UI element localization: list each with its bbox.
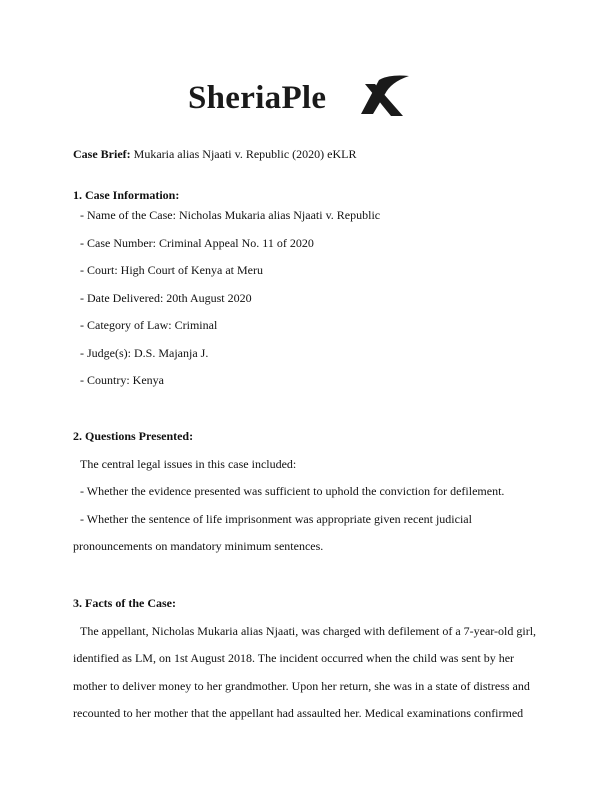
info-item: - Country: Kenya (80, 373, 164, 387)
info-item: - Category of Law: Criminal (80, 318, 218, 332)
logo-text: SheriaPle (188, 80, 327, 116)
info-item: - Court: High Court of Kenya at Meru (80, 263, 263, 277)
sheriaplex-logo (188, 74, 418, 120)
info-item: - Case Number: Criminal Appeal No. 11 of 2020 (80, 236, 314, 250)
case-brief-title (73, 147, 356, 161)
questions-intro: The central legal issues in this case included: (80, 457, 297, 471)
facts-paragraph-line: recounted to her mother that the appellant had assaulted her. Medical examinations confirmed (73, 706, 524, 720)
facts-paragraph-line: The appellant, Nicholas Mukaria alias Njaati, was charged with defilement of a 7-year-old girl, (80, 624, 537, 638)
info-item: - Name of the Case: Nicholas Mukaria alias Njaati v. Republic (80, 208, 381, 222)
section-heading-questions-presented: 2. Questions Presented: (73, 429, 194, 443)
section-heading-case-information: 1. Case Information: (73, 188, 180, 202)
question-item: - Whether the sentence of life imprisonment was appropriate given recent judicial (80, 512, 472, 526)
facts-paragraph-line: identified as LM, on 1st August 2018. The incident occurred when the child was sent by her (73, 651, 515, 665)
question-item: - Whether the evidence presented was sufficient to uphold the conviction for defilement. (80, 484, 505, 498)
facts-paragraph-line: mother to deliver money to her grandmother. Upon her return, she was in a state of distress and (73, 679, 530, 693)
info-item: - Judge(s): D.S. Majanja J. (80, 346, 209, 360)
case-brief-name: Mukaria alias Njaati v. Republic (2020) eKLR (133, 147, 357, 161)
x-mark-icon (359, 74, 411, 118)
section-heading-facts: 3. Facts of the Case: (73, 596, 176, 610)
info-item: - Date Delivered: 20th August 2020 (80, 291, 252, 305)
question-continuation: pronouncements on mandatory minimum sentences. (73, 539, 324, 553)
case-brief-label: Case Brief: (73, 147, 131, 161)
